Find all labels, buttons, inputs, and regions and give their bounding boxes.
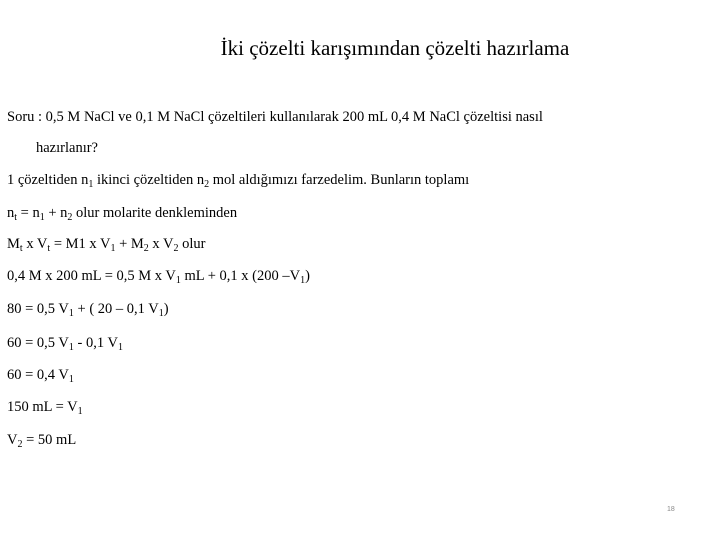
subscript: 1 xyxy=(110,243,116,254)
step-line-3 xyxy=(7,367,74,385)
subscript: t xyxy=(47,243,51,254)
text-segment: x V xyxy=(22,236,48,252)
page-number: 18 xyxy=(667,506,675,513)
substitution-line xyxy=(7,268,310,286)
text-segment: hazırlanır? xyxy=(36,140,98,156)
subscript: 2 xyxy=(204,179,210,190)
text-segment: = 50 mL xyxy=(22,432,77,448)
v1-result-line xyxy=(7,399,83,417)
text-segment: ) xyxy=(163,301,169,317)
subscript: 1 xyxy=(300,275,306,286)
total-moles-line xyxy=(7,205,237,223)
text-segment: V xyxy=(7,432,18,448)
text-segment: olur molarite denkleminden xyxy=(72,205,238,221)
subscript: 1 xyxy=(175,275,181,286)
text-segment: 60 = 0,5 V xyxy=(7,335,69,351)
text-segment: ) xyxy=(305,268,310,284)
text-segment: = M1 x V xyxy=(50,236,111,252)
text-segment: + n xyxy=(44,205,68,221)
subscript: 2 xyxy=(173,243,179,254)
text-segment: - 0,1 V xyxy=(73,335,118,351)
text-segment: + ( 20 – 0,1 V xyxy=(73,301,159,317)
text-segment: 150 mL = V xyxy=(7,399,78,415)
text-segment: 0,4 M x 200 mL = 0,5 M x V xyxy=(7,268,176,284)
text-segment: = n xyxy=(17,205,40,221)
subscript: 2 xyxy=(67,212,73,223)
subscript: 2 xyxy=(17,439,23,450)
subscript: 2 xyxy=(143,243,149,254)
molarity-equation-line xyxy=(7,236,206,254)
text-segment: mol aldığımızı farzedelim. Bunların toplamı xyxy=(209,172,470,188)
step-line-2 xyxy=(7,335,123,353)
text-segment: ikinci çözeltiden n xyxy=(93,172,205,188)
problem-statement-line-2 xyxy=(36,140,98,157)
problem-statement-line-1 xyxy=(7,109,543,126)
text-segment: + M xyxy=(115,236,144,252)
text-segment: n xyxy=(7,205,15,221)
subscript: t xyxy=(14,212,18,223)
subscript: t xyxy=(19,243,23,254)
text-segment: 1 çözeltiden n xyxy=(7,172,89,188)
subscript: 1 xyxy=(88,179,94,190)
slide-title: İki çözelti karışımından çözelti hazırlama xyxy=(220,36,570,60)
step-line-1 xyxy=(7,301,169,319)
text-segment: olur xyxy=(178,236,206,252)
subscript: 1 xyxy=(117,342,123,353)
text-segment: M xyxy=(7,236,20,252)
text-segment: 60 = 0,4 V xyxy=(7,367,69,383)
subscript: 1 xyxy=(77,406,83,417)
subscript: 1 xyxy=(68,308,74,319)
text-segment: mL + 0,1 x (200 –V xyxy=(180,268,301,284)
subscript: 1 xyxy=(68,342,74,353)
v2-result-line xyxy=(7,432,76,450)
text-segment: x V xyxy=(148,236,174,252)
subscript: 1 xyxy=(39,212,45,223)
text-segment: 80 = 0,5 V xyxy=(7,301,69,317)
subscript: 1 xyxy=(158,308,164,319)
assumption-line xyxy=(7,172,469,190)
text-segment: Soru : 0,5 M NaCl ve 0,1 M NaCl çözeltileri kullanılarak 200 mL 0,4 M NaCl çözeltisi nasıl xyxy=(7,109,543,125)
subscript: 1 xyxy=(68,374,74,385)
